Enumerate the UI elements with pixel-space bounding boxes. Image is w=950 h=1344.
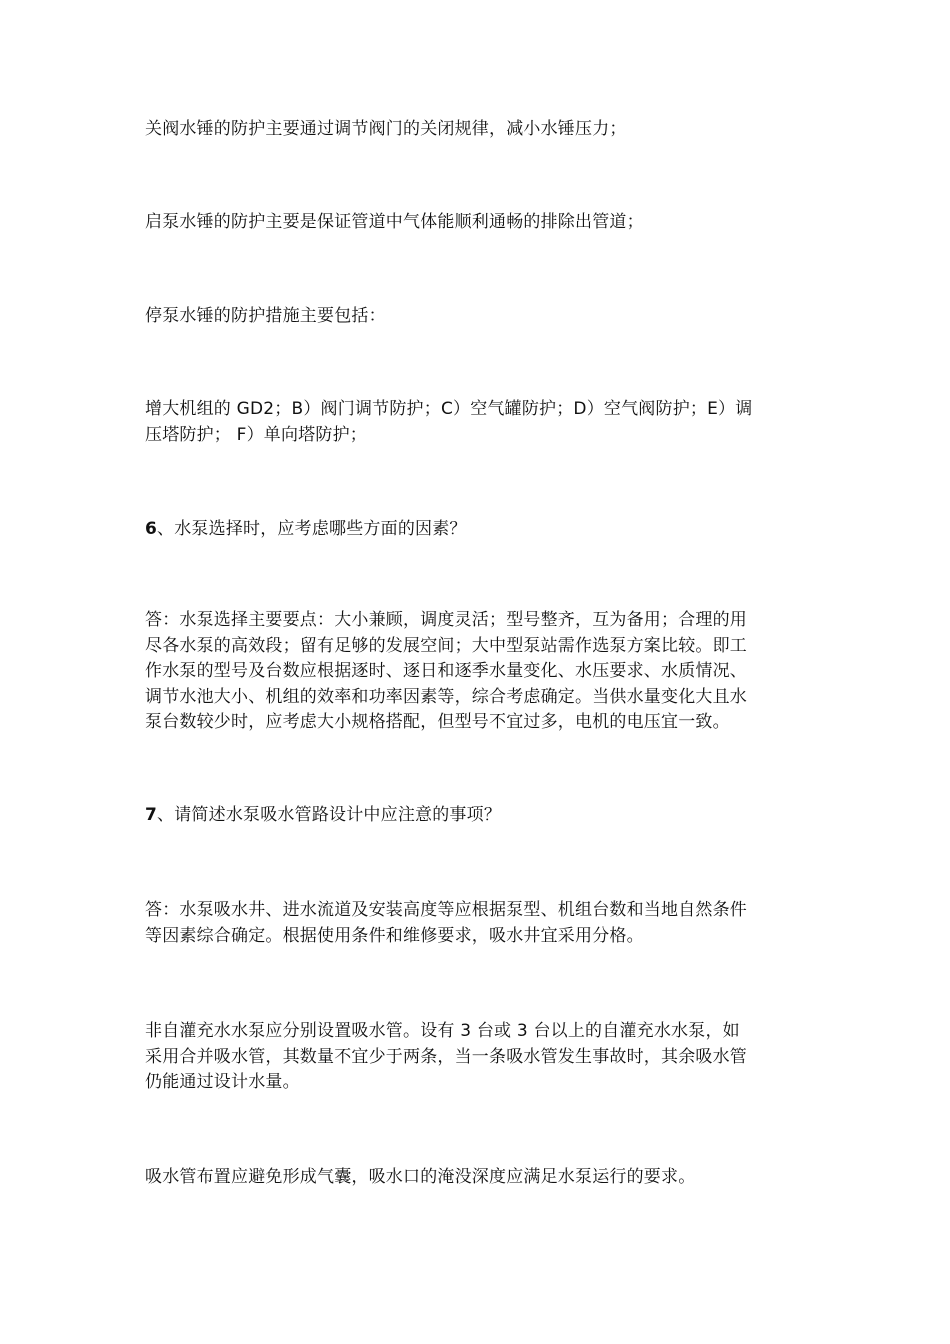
question-line (145, 517, 810, 543)
paragraph-pump-stop-intro (145, 304, 810, 330)
question-line (145, 803, 810, 829)
question-6-heading (145, 517, 810, 543)
text-line: 压塔防护； F）单向塔防护； (145, 424, 367, 445)
question-text: 、水泵选择时，应考虑哪些方面的因素？ (157, 519, 467, 539)
paragraph-pump-start (145, 210, 810, 236)
paragraph-valve-closing (145, 117, 810, 143)
text-line: 采用合并吸水管，其数量不宜少于两条，当一条吸水管发生事故时，其余吸水管 (145, 1046, 747, 1067)
answer-7-paragraph (145, 898, 810, 949)
text-line: 吸水管布置应避免形成气囊，吸水口的淹没深度应满足水泵运行的要求。 (145, 1167, 696, 1187)
text-line: 答：水泵吸水井、进水流道及安装高度等应根据泵型、机组台数和当地自然条件 (145, 900, 747, 920)
text-line: 关阀水锤的防护主要通过调节阀门的关闭规律，减小水锤压力； (145, 119, 627, 139)
text-line: 泵台数较少时，应考虑大小规格搭配，但型号不宜过多，电机的电压宜一致。 (145, 712, 730, 732)
question-7-heading (145, 803, 810, 829)
text-line: 增大机组的 GD2；B）阀门调节防护；C）空气罐防护；D）空气阀防护；E）调 (145, 399, 753, 419)
answer-6-paragraph (145, 608, 810, 736)
paragraph-suction-layout (145, 1165, 810, 1191)
paragraph-suction-pipes (145, 1019, 810, 1096)
text-line: 仍能通过设计水量。 (145, 1072, 300, 1092)
text-line: 等因素综合确定。根据使用条件和维修要求，吸水井宜采用分格。 (145, 925, 644, 946)
question-text: 、请简述水泵吸水管路设计中应注意的事项？ (157, 805, 502, 825)
text-line: 非自灌充水水泵应分别设置吸水管。设有 3 台或 3 台以上的自灌充水水泵，如 (145, 1021, 740, 1041)
text-line: 尽各水泵的高效段；留有足够的发展空间；大中型泵站需作选泵方案比较。即工 (145, 635, 747, 656)
text-line: 作水泵的型号及台数应根据逐时、逐日和逐季水量变化、水压要求、水质情况、 (145, 661, 747, 681)
text-line: 停泵水锤的防护措施主要包括： (145, 306, 386, 326)
question-number: 7 (145, 805, 158, 825)
text-line: 调节水池大小、机组的效率和功率因素等，综合考虑确定。当供水量变化大且水 (145, 686, 747, 707)
question-number: 6 (145, 519, 158, 539)
text-line: 答：水泵选择主要要点：大小兼顾，调度灵活；型号整齐，互为备用；合理的用 (145, 610, 747, 630)
text-line: 启泵水锤的防护主要是保证管道中气体能顺利通畅的排除出管道； (145, 212, 644, 232)
paragraph-protection-measures (145, 397, 810, 448)
